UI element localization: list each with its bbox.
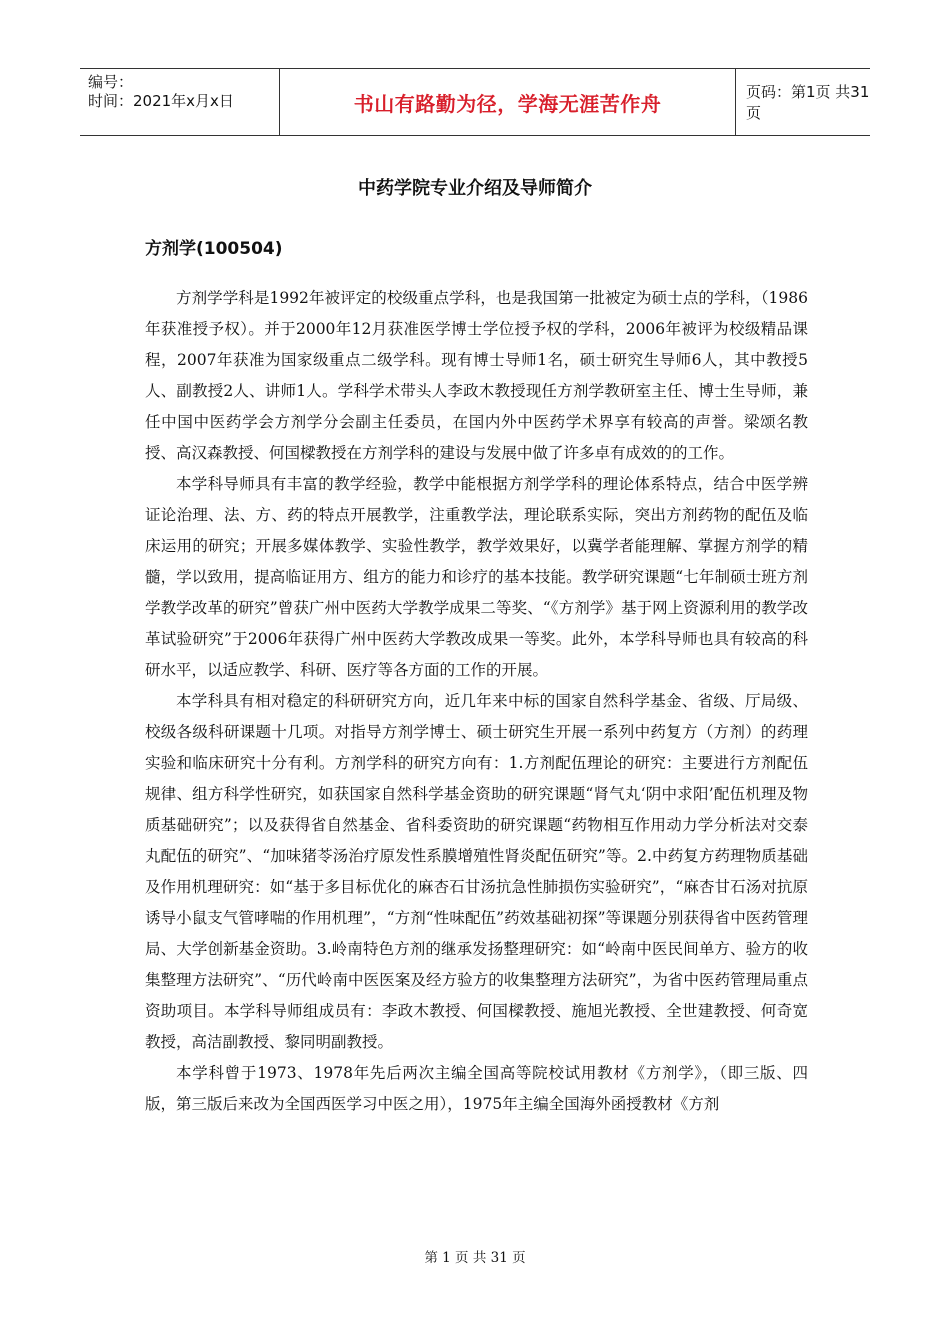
document-body [145,283,808,1120]
document-title: 中药学院专业介绍及导师简介 [358,178,592,199]
header-page-label: 页码：第1页 共31页 [746,83,870,122]
document-time-label: 时间：2021年x月x日 [88,92,234,110]
paragraph: 本学科具有相对稳定的科研研究方向，近几年来中标的国家自然科学基金、省级、厅局级、校级各级科研课题十几项。对指导方剂学博士、硕士研究生开展一系列中药复方（方剂）的药理实验和临床研究十分有利。方剂学科的研究方向有：1.方剂配伍理论的研究：主要进行方剂配伍规律、组方科学性研究，如获国家自然科学基金资助的研究课题“肾气丸‘阴中求阳’配伍机理及物质基础研究”；以及获得省自然基金、省科委资助的研究课题“药物相互作用动力学分析法对交泰丸配伍的研究”、“加味猪苓汤治疗原发性系膜增殖性肾炎配伍研究”等。2.中药复方药理物质基础及作用机理研究：如“基于多目标优化的麻杏石甘汤抗急性肺损伤实验研究”，“麻杏甘石汤对抗原诱导小鼠支气管哮喘的作用机理”，“方剂“性味配伍”药效基础初探”等课题分别获得省中医药管理局、大学创新基金资助。3.岭南特色方剂的继承发扬整理研究：如“岭南中医民间单方、验方的收集整理方法研究”、“历代岭南中医医案及经方验方的收集整理方法研究”，为省中医药管理局重点资助项目。本学科导师组成员有：李政木教授、何国樑教授、施旭光教授、全世建教授、何奇宽教授，高洁副教授、黎同明副教授。 [145,692,808,1051]
header-meta [80,69,280,135]
paragraph: 本学科导师具有丰富的教学经验，教学中能根据方剂学学科的理论体系特点，结合中医学辨证论治理、法、方、药的特点开展教学，注重教学法，理论联系实际，突出方剂药物的配伍及临床运用的研究；开展多媒体教学、实验性教学，教学效果好，以冀学者能理解、掌握方剂学的精髓，学以致用，提高临证用方、组方的能力和诊疗的基本技能。教学研究课题“七年制硕士班方剂学教学改革的研究”曾获广州中医药大学教学成果二等奖、“《方剂学》基于网上资源利用的教学改革试验研究”于2006年获得广州中医药大学教改成果一等奖。此外，本学科导师也具有较高的科研水平，以适应教学、科研、医疗等各方面的工作的开展。 [145,475,808,679]
document-number-label: 编号： [88,73,134,91]
paragraph: 本学科曾于1973、1978年先后两次主编全国高等院校试用教材《方剂学》，（即三版、四版，第三版后来改为全国西医学习中医之用），1975年主编全国海外函授教材《方剂 [145,1064,808,1113]
page-header [80,68,870,136]
paragraph: 方剂学学科是1992年被评定的校级重点学科，也是我国第一批被定为硕士点的学科，（1986年获准授予权）。并于2000年12月获准医学博士学位授予权的学科，2006年被评为校级精品课程，2007年获准为国家级重点二级学科。现有博士导师1名，硕士研究生导师6人，其中教授5人、副教授2人、讲师1人。学科学术带头人李政木教授现任方剂学教研室主任、博士生导师，兼任中国中医药学会方剂学分会副主任委员，在国内外中医药学术界享有较高的声誉。梁颂名教授、高汉森教授、何国樑教授在方剂学科的建设与发展中做了许多卓有成效的的工作。 [145,289,808,462]
section-heading: 方剂学(100504) [145,239,283,259]
header-motto: 书山有路勤为径，学海无涯苦作舟 [280,69,736,135]
page-footer: 第 1 页 共 31 页 [424,1250,526,1266]
